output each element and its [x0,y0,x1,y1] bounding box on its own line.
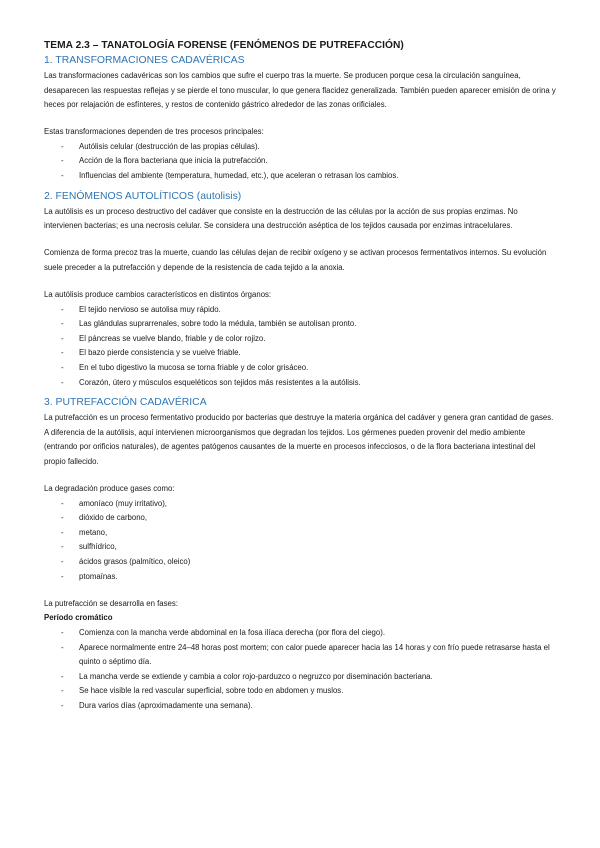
list-item: - ptomaínas. [44,570,556,585]
list-item: - dióxido de carbono, [44,511,556,526]
list-item: - El bazo pierde consistencia y se vuelve friable. [44,346,556,361]
spacer [44,113,556,126]
section-1-intro: Las transformaciones cadavéricas son los cambios que sufre el cuerpo tras la muerte. Se producen porque cesa la circulación sanguínea, desaparecen las respuestas reflejas y se pierde el tono muscular, lo que genera flacidez generalizada. También pueden aparecer emisión de orina y heces por relajación de esfínteres, y restos de contenido gástrico alrededor de las zonas orificiales. [44,71,556,110]
list-item: - Se hace visible la red vascular superficial, sobre todo en abdomen y muslos. [44,684,556,699]
list-item: - La mancha verde se extiende y cambia a color rojo-parduzco o negruzco por diseminación bacteriana. [44,670,556,685]
list-item: - El tejido nervioso se autolisa muy rápido. [44,303,556,318]
list-item: - Corazón, útero y músculos esqueléticos son tejidos más resistentes a la autólisis. [44,376,556,391]
section-2-paragraph-1: La autólisis es un proceso destructivo del cadáver que consiste en la destrucción de las células por la acción de sus propias enzimas. No intervienen bacterias; es una necrosis celular. Se considera una destrucción aséptica de los tejidos causada por enzimas intracelulares. [44,206,518,231]
spacer [44,276,556,289]
list-item: - Aparece normalmente entre 24–48 horas post mortem; con calor puede aparecer hacia las 14 horas y con frío puede retrasarse hasta el quinto o séptimo día. [44,641,556,670]
document-title: TEMA 2.3 – TANATOLOGÍA FORENSE (FENÓMENOS DE PUTREFACCIÓN) [44,40,404,51]
list-item: - Influencias del ambiente (temperatura, humedad, etc.), que aceleran o retrasan los cambios. [44,169,556,184]
section-1-lead: Estas transformaciones dependen de tres procesos principales: [44,127,264,137]
phase-title: Período cromático [44,613,113,623]
list-item: - Acción de la flora bacteriana que inicia la putrefacción. [44,154,556,169]
list-item: - sulfhídrico, [44,540,556,555]
list-item: - Las glándulas suprarrenales, sobre todo la médula, también se autolisan pronto. [44,317,556,332]
list-item: - Dura varios días (aproximadamente una semana). [44,699,556,714]
list-item: - El páncreas se vuelve blando, friable y de color rojizo. [44,332,556,347]
section-3-phases-lead: La putrefacción se desarrolla en fases: [44,598,178,608]
list-item: - metano, [44,526,556,541]
section-2-list [44,303,556,391]
list-item: - En el tubo digestivo la mucosa se torna friable y de color grisáceo. [44,361,556,376]
section-heading-2: 2. FENÓMENOS AUTOLÍTICOS (autolisis) [44,190,242,202]
section-1-list [44,140,556,184]
section-3-gases-lead: La degradación produce gases como: [44,484,175,494]
list-item: - amoníaco (muy irritativo), [44,497,556,512]
spacer [44,470,556,483]
list-item: - Autólisis celular (destrucción de las propias células). [44,140,556,155]
section-2-paragraph-2: Comienza de forma precoz tras la muerte, cuando las células dejan de recibir oxígeno y se activan procesos fermentativos internos. Su evolución suele preceder a la putrefacción y depende de la resistencia de cada tejido a la anoxia. [44,248,547,272]
section-3-paragraph-1: La putrefacción es un proceso fermentativo producido por bacterias que destruye la materia orgánica del cadáver y genera gran cantidad de gases. A diferencia de la autólisis, aquí intervienen microorganismos que degradan los tejidos. Los gérmenes pueden provenir del medio ambiente (entrando por orificios naturales), de agentes patógenos causantes de la muerte en procesos infecciosos, o de la flora bacteriana intestinal del propio fallecido. [44,413,554,466]
section-heading-1: 1. TRANSFORMACIONES CADAVÉRICAS [44,55,245,66]
gases-list [44,497,556,585]
phase-list [44,626,556,714]
list-item: - Comienza con la mancha verde abdominal en la fosa ilíaca derecha (por flora del ciego). [44,626,556,641]
section-heading-3: 3. PUTREFACCIÓN CADAVÉRICA [44,397,207,409]
spacer [44,584,556,597]
spacer [44,234,556,247]
section-2-lead: La autólisis produce cambios característicos en distintos órganos: [44,290,272,300]
list-item: - ácidos grasos (palmítico, oleico) [44,555,556,570]
spacer [44,184,556,191]
